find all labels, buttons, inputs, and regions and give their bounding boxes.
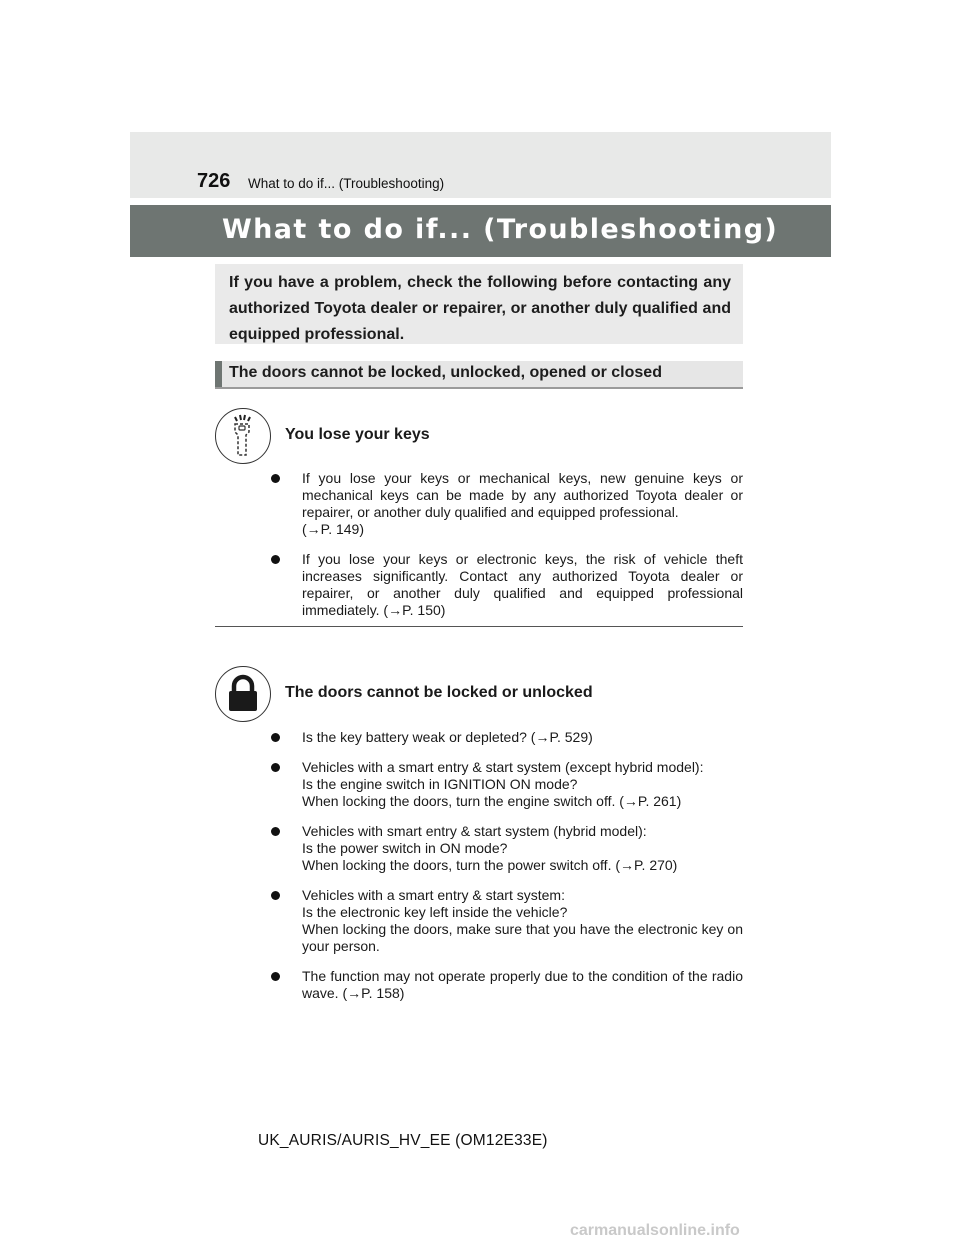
bullet-list-lose-keys: [268, 470, 743, 632]
bullet-dot: [271, 891, 280, 900]
list-item: Vehicles with smart entry & start system (hybrid model): Is the power switch in ON mode? When locking the doors, turn the power switch off. (→P. 270): [268, 823, 743, 874]
section-divider: [215, 626, 743, 627]
bullet-list-doors-lock: [268, 729, 743, 1015]
footer-model-code: UK_AURIS/AURIS_HV_EE (OM12E33E): [258, 1132, 548, 1149]
list-item: If you lose your keys or mechanical keys, new genuine keys or mechanical keys can be made by any authorized Toyota dealer or repairer, or another duly qualified and equipped professional. (→P. 149): [268, 470, 743, 538]
bullet-dot: [271, 733, 280, 742]
intro-text: If you have a problem, check the following before contacting any authorized Toyota dealer or repairer, or another duly qualified and equipped professional.: [229, 274, 731, 343]
subsection-title-doors-lock: The doors cannot be locked or unlocked: [285, 684, 593, 701]
bullet-dot: [271, 555, 280, 564]
section-header: [215, 361, 743, 389]
section-accent: [215, 361, 222, 387]
bullet-dot: [271, 972, 280, 981]
watermark: carmanualsonline.info: [570, 1222, 740, 1239]
list-item: If you lose your keys or electronic keys, the risk of vehicle theft increases significantly. Contact any authorized Toyota dealer or repairer, or another duly qualified and equipped professional immediately. (→P. 150): [268, 551, 743, 619]
bullet-dot: [271, 827, 280, 836]
section-title: The doors cannot be locked, unlocked, opened or closed: [229, 364, 662, 381]
running-header-bar: [130, 132, 831, 198]
bullet-dot: [271, 763, 280, 772]
list-item: Is the key battery weak or depleted? (→P. 529): [268, 729, 743, 746]
list-item: The function may not operate properly due to the condition of the radio wave. (→P. 158): [268, 968, 743, 1002]
subsection-title-lose-keys: You lose your keys: [285, 426, 430, 443]
bullet-dot: [271, 474, 280, 483]
page-number: 726: [197, 170, 231, 192]
intro-box: [215, 264, 743, 344]
list-item: Vehicles with a smart entry & start system: Is the electronic key left inside the vehicle? When locking the doors, make sure that you have the electronic key on your person.: [268, 887, 743, 955]
running-head: What to do if... (Troubleshooting): [248, 176, 445, 191]
list-item: Vehicles with a smart entry & start system (except hybrid model): Is the engine switch in IGNITION ON mode? When locking the doors, turn the engine switch off. (→P. 261): [268, 759, 743, 810]
padlock-icon: [215, 666, 271, 722]
page-title: What to do if... (Troubleshooting): [222, 214, 779, 245]
key-icon: [215, 408, 271, 464]
